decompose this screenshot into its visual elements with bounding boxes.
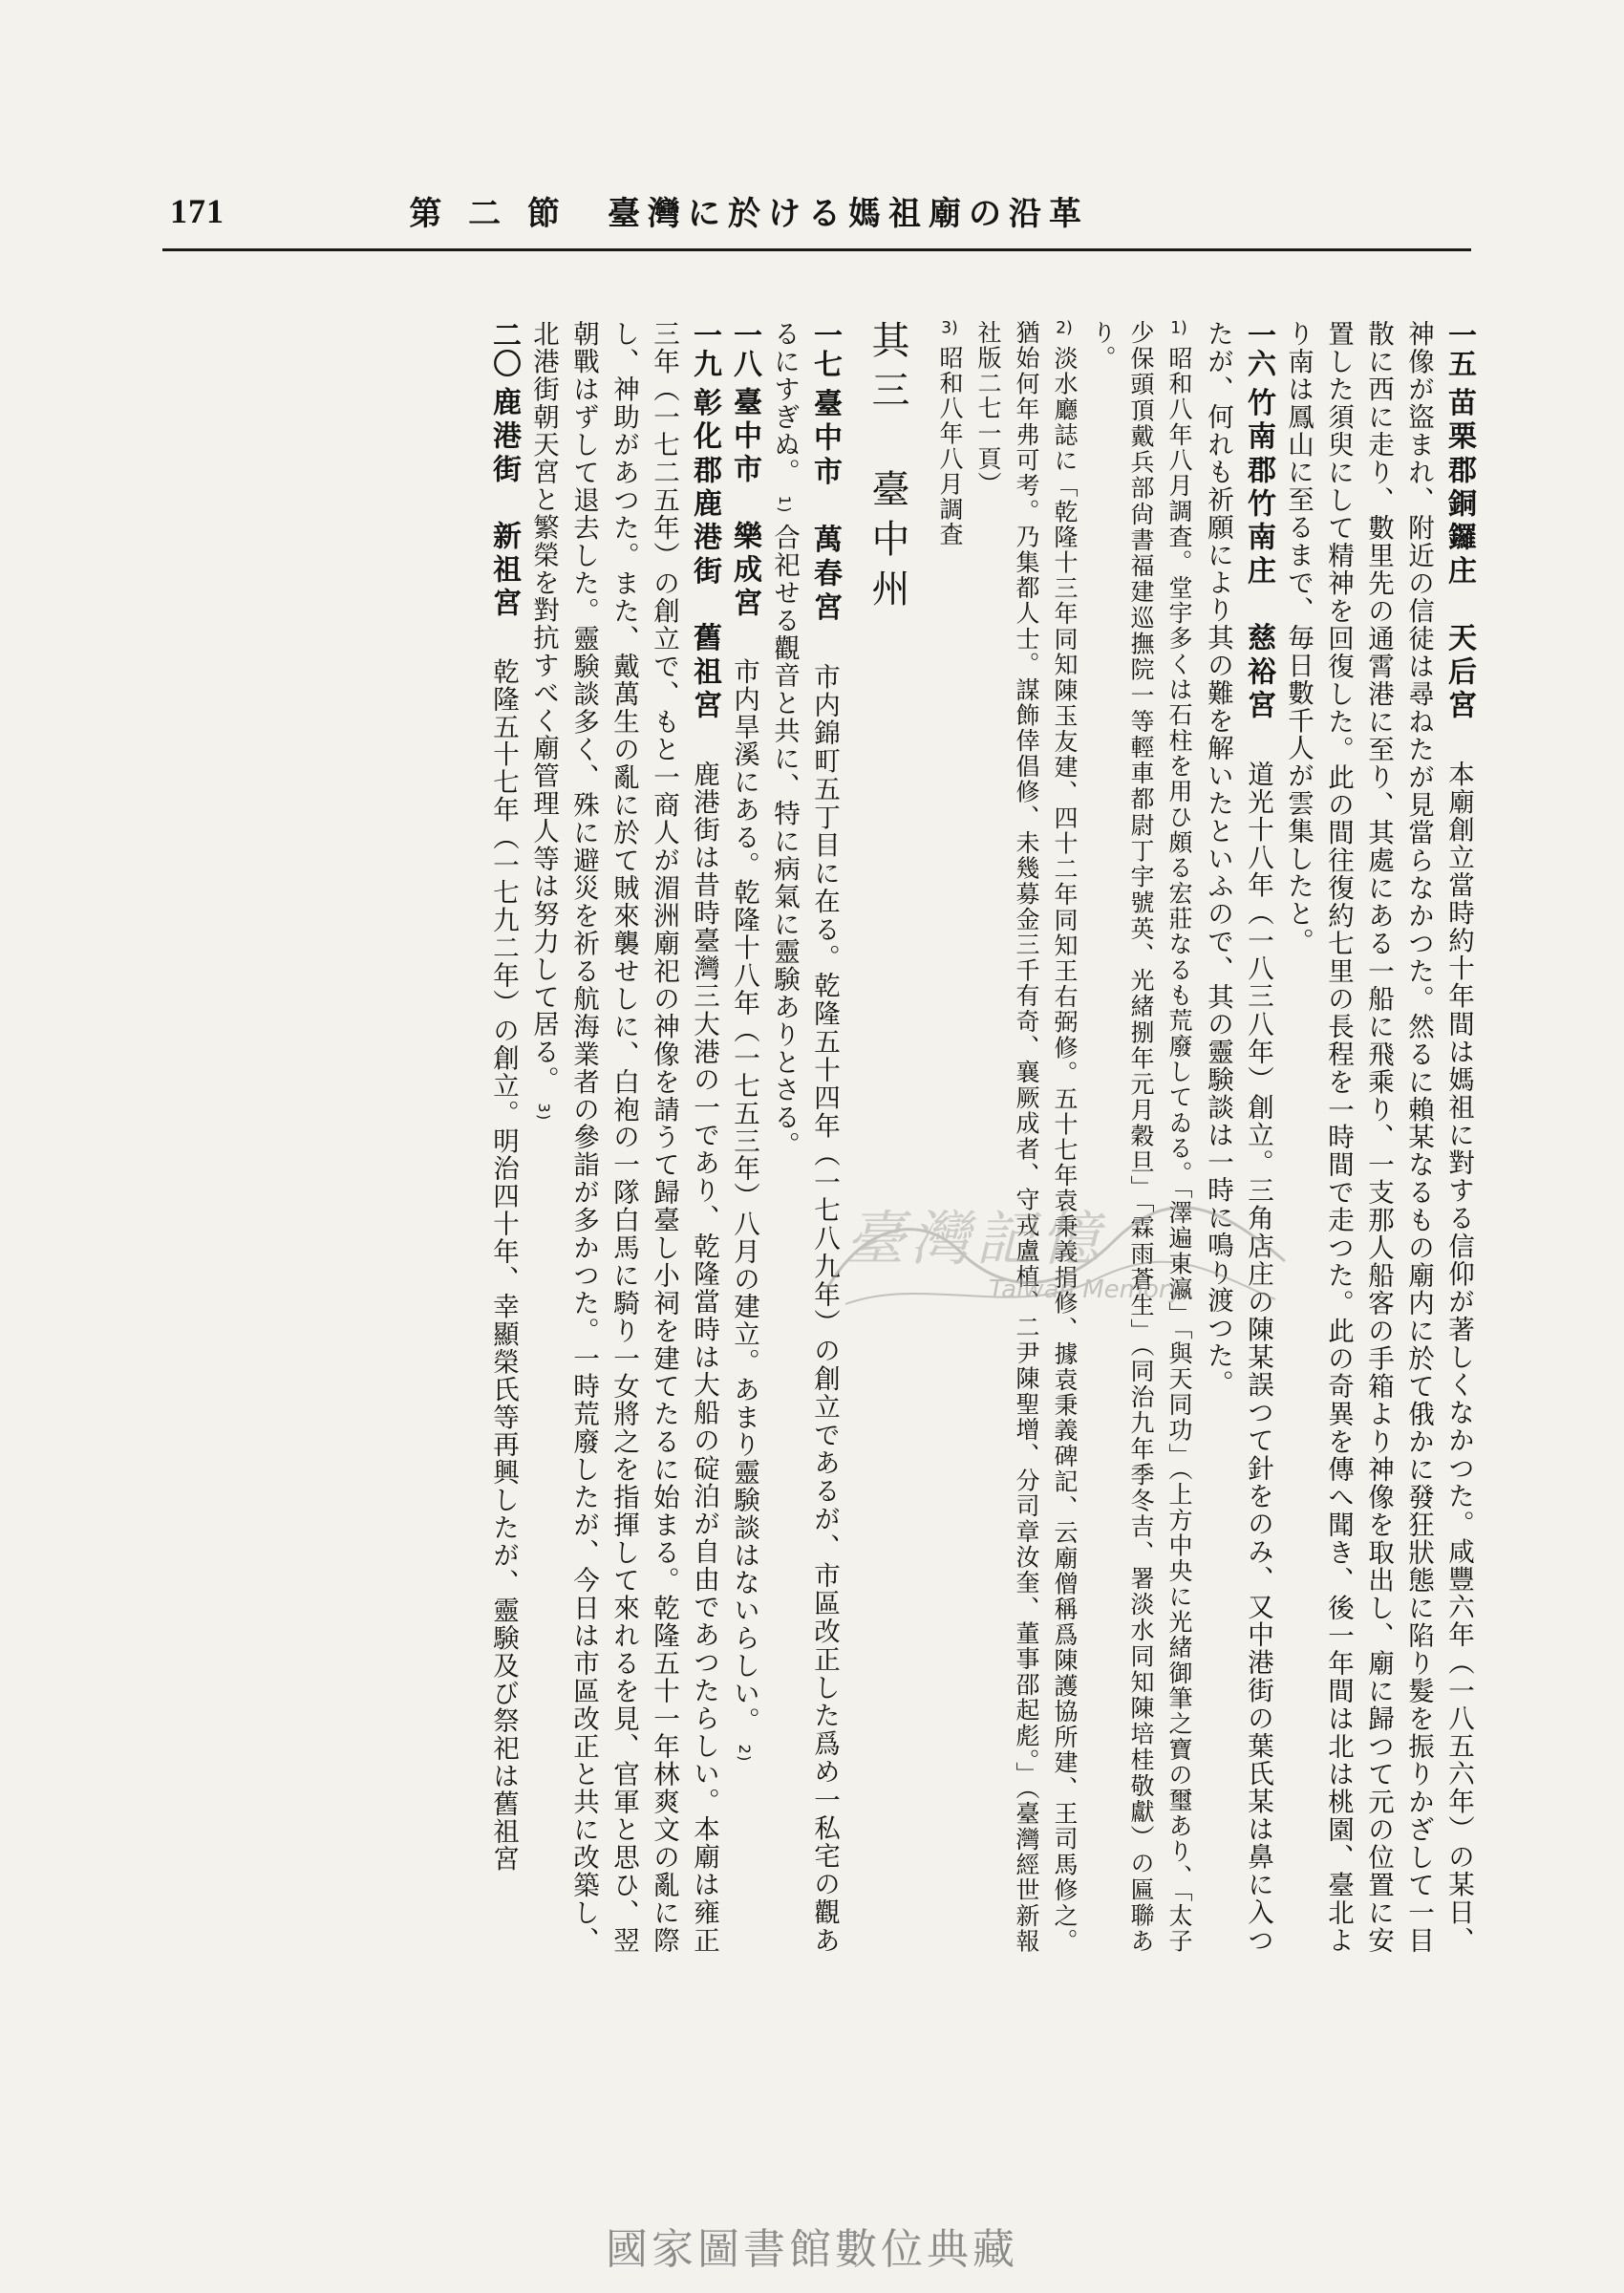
footnote-1 xyxy=(1083,320,1198,1954)
entry-17 xyxy=(764,320,844,1954)
bottom-watermark: 國家圖書館數位典藏 xyxy=(606,2225,1018,2274)
entry-text: 市内錦町五丁目に在る。乾隆五十四年（一七八九年）の創立であるが、市區改正した爲め一私宅の觀あるにすぎぬ。 xyxy=(769,320,840,1954)
section-heading: 其三 臺中州 xyxy=(865,320,909,618)
entry-number: 一八 xyxy=(728,320,761,377)
entry-title: 鹿港街 新祖宮 xyxy=(487,387,521,622)
footnote-mark: 1) xyxy=(1170,320,1187,336)
body-text xyxy=(141,320,1479,1954)
footnote-mark: 3) xyxy=(941,320,958,336)
entry-text: 道光十八年（一八三八年）創立。三角店庄の陳某誤つて針をのみ、又中港街の葉氏某は鼻に入つたが、何れも祈願により其の難を解いたといふので、其の靈験談は一時に鳴り渡つた。 xyxy=(1203,320,1273,1954)
entry-18 xyxy=(724,320,764,1954)
page-number: 171 xyxy=(170,192,224,230)
footnote-text: 昭和八年八月調査。堂宇多くは石柱を用ひ頗る宏莊なるも荒廢してゐる。「澤遍東瀛」「與天同功」（上方中央に光緒御筆之寶の璽あり、「太子少保頭頂戴兵部尙書福建巡撫院一等輕車都尉丁宇號英、光緒捌年元月穀旦」「霖雨蒼生」（同治九年季冬吉、署淡水同知陳培桂敬獻）の匾聯あり。 xyxy=(1089,320,1193,1954)
entry-20 xyxy=(483,320,524,1954)
entry-number: 一九 xyxy=(688,320,721,378)
entry-number: 一七 xyxy=(808,320,842,378)
entry-16 xyxy=(1198,320,1278,1954)
footnote-text: 淡水廳誌に「乾隆十三年同知陳玉友建、四十二年同知王右弼修。五十七年袁秉義捐修、據袁秉義碑記、云廟僧稱爲陳護協所建、王司馬修之。猶始何年弗可考。乃集都人士。謀飾倖倡修、未幾募金三千有奇、襄厥成者、守戎盧植、二尹陳聖增、分司章汝奎、董事邵起彪。」（臺灣經世新報社版二七一頁） xyxy=(974,320,1079,1954)
footnote-ref: 1) xyxy=(776,495,794,514)
footnote-ref: 3) xyxy=(535,1103,553,1122)
entry-title: 竹南郡竹南庄 慈裕宮 xyxy=(1242,387,1275,724)
entry-title: 臺中市 萬春宮 xyxy=(808,388,842,627)
entry-15 xyxy=(1278,320,1479,1954)
footnote-3 xyxy=(930,320,969,1954)
footnote-ref: 2) xyxy=(736,1744,754,1763)
entry-text: 鹿港街は昔時臺灣三大港の一であり、乾隆當時は大船の碇泊が自由であつたらしい。本廟は雍正三年（一七二五年）の創立で、もと一商人が湄洲廟祀の神像を請うて歸臺し小祠を建てたるに始まる。乾隆五十一年林爽文の亂に際し、神助があつた。また、戴萬生の亂に於て賊來襲せしに、白袍の一隊白馬に騎り一女將之を指揮して來れるを見、官軍と思ひ、翌朝戰はずして退去した。靈験談多く、殊に避災を祈る航海業者の參詣が多かつた。一時荒廢したが、今日は市區改正と共に改築し、北港街朝天宮と繁榮を對抗すべく廟管理人等は努力して居る。 xyxy=(528,320,719,1954)
entry-number: 一六 xyxy=(1242,320,1275,378)
running-header: 第 二 節 臺灣に於ける媽祖廟の沿革 xyxy=(409,195,1089,233)
entry-number: 二〇 xyxy=(487,320,521,377)
svg-text:Taiwan Memory: Taiwan Memory xyxy=(989,1275,1184,1304)
header-rule xyxy=(162,248,1471,251)
footnote-2 xyxy=(969,320,1083,1954)
entry-text: 合祀せる觀音と共に、特に病氣に靈験ありとさる。 xyxy=(769,523,800,1159)
entry-text: 市内旱溪にある。乾隆十八年（一七五三年）八月の建立。あまり靈験談はないらしい。 xyxy=(729,657,759,1735)
entry-text: 乾隆五十七年（一七九二年）の創立。明治四十年、幸顯榮氏等再興したが、靈験及び祭祀は舊祖宮 xyxy=(488,657,519,1873)
entry-number: 一五 xyxy=(1442,320,1476,378)
footnote-mark: 2) xyxy=(1056,320,1073,336)
svg-text:臺灣記憶: 臺灣記憶 xyxy=(845,1204,1106,1274)
entry-text: 本廟創立當時約十年間は媽祖に對する信仰が著しくなかつた。咸豐六年（一八五六年）の某日、神像が盜まれ、附近の信徒は尋ねたが見當らなかつた。然るに賴某なるもの廟内に於て俄かに發狂狀態に陷り髮を振りかざして一目散に西に走り、數里先の通霄港に至り、其處にある一船に飛乘り、一支那人船客の手箱より神像を取出し、廟に歸つて元の位置に安置した須臾にして精神を回復した。此の間往復約七里の長程を一時間で走つた。此の奇異を傳へ聞き、後一年間は北は桃園、臺北より南は鳳山に至るまで、毎日數千人が雲集したと。 xyxy=(1283,320,1474,1954)
entry-title: 臺中市 樂成宮 xyxy=(728,387,761,622)
entry-title: 苗栗郡銅鑼庄 天后宮 xyxy=(1442,387,1476,724)
entry-19 xyxy=(524,320,724,1954)
footnote-text: 昭和八年八月調査 xyxy=(936,345,964,547)
entry-title: 彰化郡鹿港街 舊祖宮 xyxy=(688,387,721,724)
